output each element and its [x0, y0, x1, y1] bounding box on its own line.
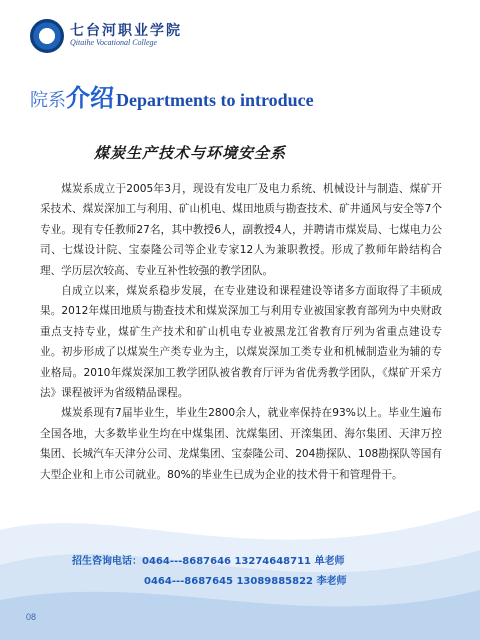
- contact-line-2: [72, 572, 452, 592]
- contact-label: 招生咨询电话：: [72, 556, 142, 567]
- college-header: [30, 18, 182, 54]
- section-title-small: 院系: [30, 90, 66, 110]
- article-body: [40, 179, 442, 485]
- article-paragraph: 煤炭系成立于2005年3月，现设有发电厂及电力系统、机械设计与制造、煤矿开采技术、煤炭深加工与利用、矿山机电、煤田地质与勘查技术、矿井通风与安全等7个专业。现有专任教师27名，其中教授6人，副教授4人，并聘请市煤炭局、七煤电力公司、七煤设计院、宝泰隆公司等企业专家12人为兼职教授。形成了教师年龄结构合理、学历层次较高、专业互补性较强的教学团队。: [40, 183, 442, 277]
- section-title: [30, 78, 314, 113]
- contact-phone-1: 0464---8687646 13274648711 单老师: [142, 556, 345, 567]
- article-paragraph: 煤炭系现有7届毕业生，毕业生2800余人，就业率保持在93%以上。毕业生遍布全国各地，大多数毕业生均在中煤集团、沈煤集团、开滦集团、海尔集团、天津万控集团、长城汽车天津分公司、龙煤集团、宝泰隆公司、204勘探队、108勘探队等国有大型企业和上市公司就业。80%的毕业生已成为企业的技术骨干和管理骨干。: [40, 407, 442, 481]
- section-title-big: 介绍: [66, 86, 114, 112]
- section-title-en: Departments to introduce: [116, 90, 314, 110]
- college-name-cn: 七台河职业学院: [70, 23, 182, 40]
- page-number: 08: [26, 612, 37, 622]
- admissions-contact: [72, 552, 452, 592]
- contact-line-1: [72, 552, 452, 572]
- college-name-en: Qitaihe Vocational College: [70, 38, 158, 48]
- college-logo-icon: [30, 19, 64, 53]
- contact-phone-2: 0464---8687645 13089885822 李老师: [144, 576, 347, 587]
- college-name: [70, 24, 182, 47]
- article-paragraph: 自成立以来，煤炭系稳步发展，在专业建设和课程建设等诸多方面取得了丰硕成果。2012年煤田地质与勘查技术和煤炭深加工与利用专业被国家教育部列为中央财政重点支持专业，煤矿生产技术和矿山机电专业被黑龙江省教育厅列为省重点建设专业。初步形成了以煤炭生产类专业为主，以煤炭深加工类专业和机械制造业为辅的专业格局。2010年煤炭深加工教学团队被省教育厅评为省优秀教学团队，《煤矿开采方法》课程被评为省级精品课程。: [40, 285, 442, 400]
- article-title: 煤炭生产技术与环境安全系: [94, 144, 287, 162]
